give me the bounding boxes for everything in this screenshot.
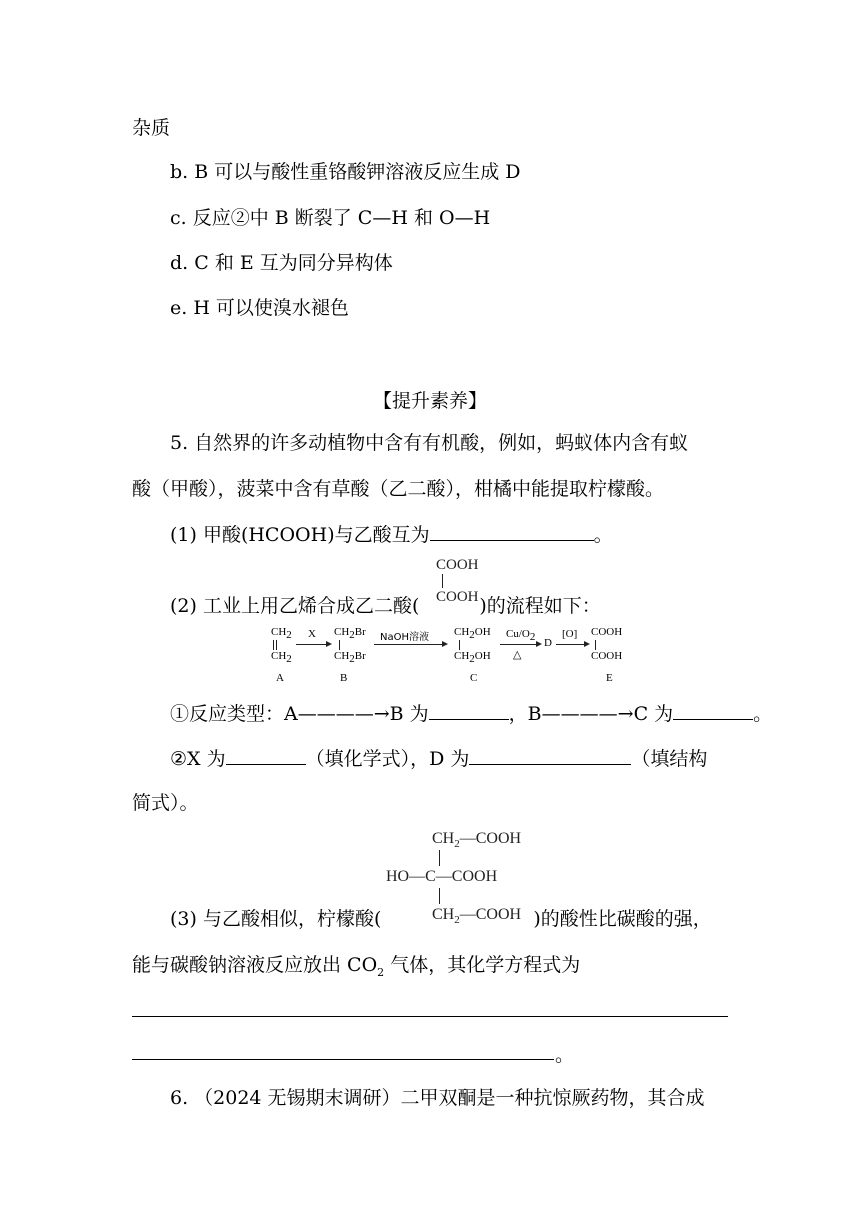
citric-r1b: —COOH (459, 830, 522, 847)
citric-r3b: —COOH (459, 906, 522, 923)
c-bottom: CH (454, 650, 470, 662)
reagent-x: X (308, 628, 316, 640)
option-e: e. H 可以使溴水褪色 (170, 297, 349, 319)
q-text: (3) 与乙酸相似，柠檬酸( (170, 908, 382, 930)
arrow-head (442, 641, 448, 647)
citric-r3: CH (432, 906, 455, 923)
q5-line1: 5. 自然界的许多动植物中含有有机酸，例如，蚂蚁体内含有蚁 (170, 432, 689, 454)
reagent-naoh: NaOH溶液 (380, 632, 429, 643)
q-text: ①反应类型：A (170, 703, 298, 725)
q5-part1-end: 。 (593, 524, 613, 546)
c-bottom-sfx: OH (474, 650, 491, 662)
option-d: d. C 和 E 互为同分异构体 (170, 252, 393, 274)
bond-line (439, 850, 440, 866)
e-top: COOH (591, 626, 623, 638)
sub: 2 (377, 965, 385, 979)
arrow (556, 644, 586, 645)
q-text: B 为 (389, 703, 429, 725)
q5-part3 (170, 907, 712, 931)
oxalic-top: COOH (436, 557, 479, 573)
arrow (296, 644, 328, 645)
q-text: )的酸性比碳酸的强， (533, 908, 712, 930)
arrow-head (584, 641, 590, 647)
a-top: CH (271, 626, 287, 638)
period: 。 (555, 1044, 575, 1066)
citric-r1: CH (432, 830, 455, 847)
arrow (500, 644, 538, 645)
reagent-o: [O] (562, 628, 578, 640)
sub: 2 (454, 914, 460, 927)
q5-part2-1 (170, 701, 772, 726)
double-bond (273, 640, 274, 650)
arrow-head (326, 641, 332, 647)
a-bottom: CH (271, 650, 287, 662)
text-line: 杂质 (132, 117, 171, 139)
q6-line: 6. （2024 无锡期末调研）二甲双酮是一种抗惊厥药物，其合成 (170, 1087, 705, 1109)
sub: 2 (286, 653, 292, 666)
q5-line2: 酸（甲酸），菠菜中含有草酸（乙二酸），柑橘中能提取柠檬酸。 (132, 478, 665, 500)
c-top: CH (454, 626, 470, 638)
q5-part1 (170, 522, 613, 547)
option-c: c. 反应②中 B 断裂了 C—H 和 O—H (170, 207, 491, 229)
q-text: 气体，其化学方程式为 (384, 954, 581, 976)
section-title: 【提升素养】 (372, 390, 487, 412)
label-b: B (340, 672, 348, 684)
arrow-text: ————→ (541, 703, 634, 725)
q5-part2-text: (2) 工业上用乙烯合成乙二酸( (170, 595, 420, 617)
citric-r2: HO—C—COOH (386, 868, 498, 885)
c-top-sfx: OH (474, 626, 491, 638)
q-text: 能与碳酸钠溶液反应放出 CO (132, 954, 378, 976)
q-text: ②X 为 (170, 748, 226, 770)
b-bottom: CH (334, 650, 350, 662)
sub: 2 (469, 629, 475, 642)
bond-line (595, 640, 596, 650)
bond-line (339, 640, 340, 650)
answer-blank[interactable] (469, 746, 631, 765)
sub: 2 (469, 653, 475, 666)
option-b: b. B 可以与酸性重铬酸钾溶液反应生成 D (170, 161, 521, 183)
q-text: （填结构 (631, 748, 708, 770)
bond-line (442, 574, 443, 588)
label-c: C (470, 672, 478, 684)
double-bond (276, 640, 277, 650)
bond-line (459, 640, 460, 650)
sub: 2 (286, 629, 292, 642)
heat-symbol: △ (513, 649, 522, 661)
e-bottom: COOH (591, 650, 623, 662)
arrow (374, 644, 444, 645)
q5-part3-cont (132, 953, 580, 985)
answer-line[interactable] (132, 1016, 728, 1017)
b-bottom-sfx: Br (354, 650, 366, 662)
answer-blank[interactable] (429, 701, 509, 720)
oxalic-acid-formula (436, 556, 479, 606)
compound-d: D (544, 637, 552, 649)
q5-part2 (170, 594, 601, 618)
answer-blank[interactable] (673, 701, 753, 720)
q-text: （填化学式），D 为 (305, 748, 470, 770)
q5-part2-end: )的流程如下： (479, 595, 601, 617)
sub: 2 (349, 629, 355, 642)
q-text: C 为 (633, 703, 674, 725)
bond-line (439, 888, 440, 904)
arrow-head (536, 641, 542, 647)
label-e: E (606, 672, 613, 684)
reagent-cu: Cu/O (506, 628, 530, 640)
answer-blank[interactable] (430, 522, 594, 541)
sub: 2 (454, 838, 460, 851)
sub: 2 (349, 653, 355, 666)
b-top: CH (334, 626, 350, 638)
synthesis-flow (268, 622, 648, 688)
q5-part2-2 (170, 746, 707, 771)
answer-blank[interactable] (226, 746, 306, 765)
b-top-sfx: Br (354, 626, 366, 638)
answer-line[interactable] (132, 1059, 554, 1060)
q-text: 。 (753, 703, 773, 725)
q5-part2-2-cont: 简式）。 (132, 792, 199, 814)
label-a: A (276, 672, 284, 684)
sub: 2 (529, 631, 536, 644)
q-text: ，B (508, 703, 542, 725)
q5-part1-text: (1) 甲酸(HCOOH)与乙酸互为 (170, 524, 430, 546)
oxalic-bottom: COOH (436, 589, 479, 605)
arrow-text: ————→ (297, 703, 390, 725)
